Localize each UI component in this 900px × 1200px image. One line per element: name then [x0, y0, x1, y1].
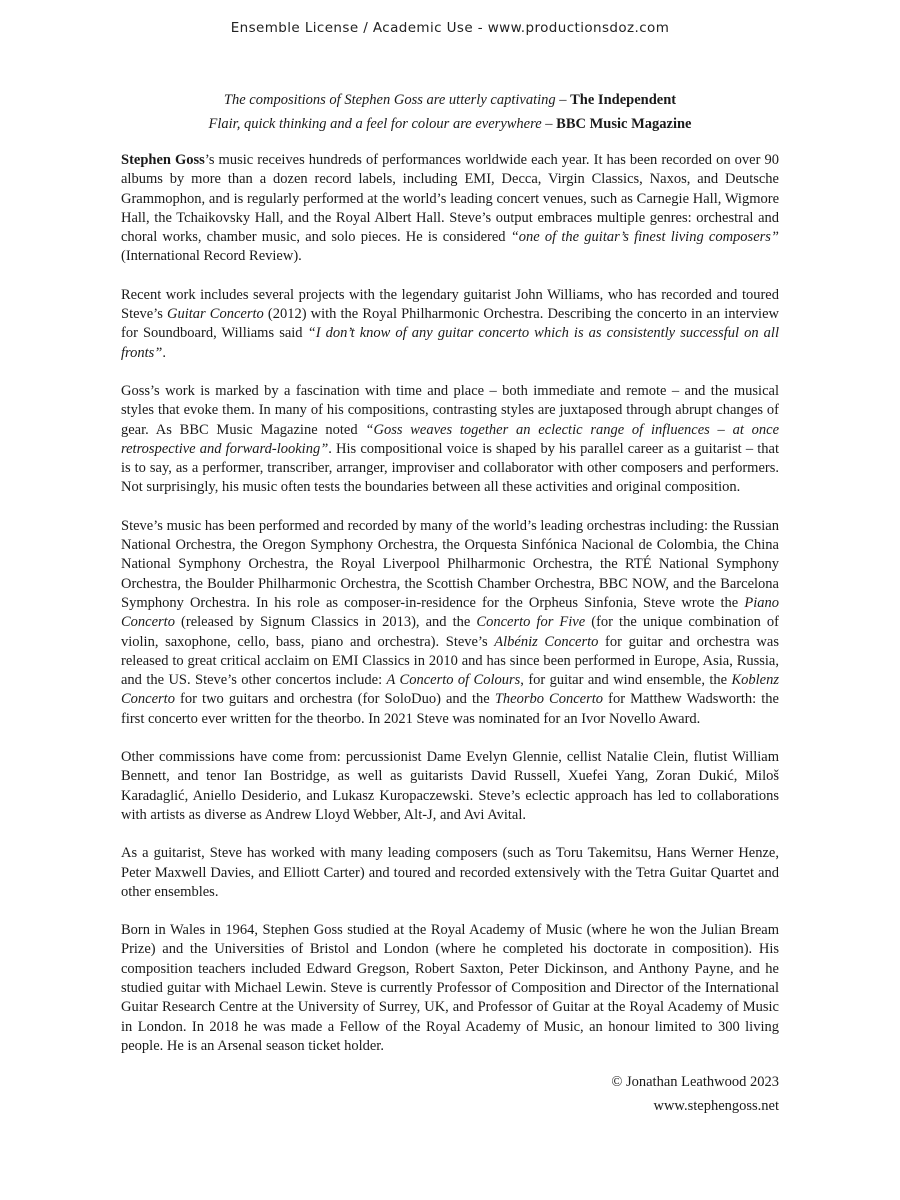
- text-run: for guitar and orchestra was released to great critical acclaim on EMI Classics in 2010 and has since been performed in Europe, Asia, Russia, and the US. Steve’s other concertos include:: [121, 633, 779, 689]
- bio-paragraph-3: [121, 382, 779, 498]
- work-title: Piano Concerto: [121, 594, 779, 631]
- work-title: Koblenz Concerto: [121, 672, 779, 708]
- bio-paragraph-4: [121, 517, 779, 729]
- bio-paragraph-6: As a guitarist, Steve has worked with many leading composers (such as Toru Takemitsu, Hans Werner Henze, Peter Maxwell Davies, and Elliott Carter) and toured and recorded extensively with the Tetra Guitar Quartet and other ensembles.: [121, 845, 779, 900]
- bio-paragraph-2: [121, 286, 779, 363]
- press-quote: Flair, quick thinking and a feel for colour are everywhere – BBC Music Magazine: [208, 116, 692, 132]
- inline-quote: “I don’t know of any guitar concerto which is as consistently successful on all fronts”: [121, 325, 779, 361]
- work-title: Guitar Concerto: [167, 306, 264, 323]
- website-link[interactable]: www.stephengoss.net: [653, 1098, 779, 1114]
- copyright-notice: © Jonathan Leathwood 2023: [611, 1074, 779, 1090]
- text-run: (2012) with the Royal Philharmonic Orchestra. Describing the concerto in an interview for Soundboard, Williams said: [121, 306, 779, 342]
- text-run: for two guitars and orchestra (for SoloDuo) and the: [174, 691, 495, 708]
- bio-paragraph-7: Born in Wales in 1964, Stephen Goss studied at the Royal Academy of Music (where he won the Julian Bream Prize) and the Universities of Bristol and London (where he completed his doctorate in composition). His composition teachers included Edward Gregson, Robert Saxton, Peter Dickinson, and Anthony Payne, and he studied guitar with Michael Lewin. Steve is currently Professor of Composition and Director of the International Guitar Research Centre at the University of Surrey, UK, and Professor of Guitar at the Royal Academy of Music in London. In 2018 he was made a Fellow of the Royal Academy of Music, an honour limited to 300 living people. He is an Arsenal season ticket holder.: [121, 922, 779, 1054]
- inline-quote: “one of the guitar’s finest living composers”: [510, 229, 779, 246]
- work-title: Theorbo Concerto: [494, 691, 604, 708]
- text-run: Recent work includes several projects with the legendary guitarist John Williams, who has recorded and toured Steve’s: [121, 286, 779, 323]
- composer-name: Stephen Goss: [121, 152, 205, 168]
- text-run: (International Record Review).: [121, 248, 302, 265]
- quote-text: Flair, quick thinking and a feel for colour are everywhere: [208, 116, 542, 132]
- quote-source: BBC Music Magazine: [556, 116, 692, 132]
- text-run: .: [162, 344, 166, 361]
- text-run: (for the unique combination of violin, saxophone, cello, bass, piano and orchestra). Steve’s: [121, 614, 779, 650]
- inline-quote: “Goss weaves together an eclectic range of influences – at once retrospective and forward-looking”: [121, 421, 780, 457]
- license-header: Ensemble License / Academic Use - www.productionsdoz.com: [230, 20, 670, 36]
- text-run: for Matthew Wadsworth: the first concerto ever written for the theorbo. In 2021 Steve was nominated for an Ivor Novello Award.: [121, 691, 779, 727]
- press-quote: The compositions of Stephen Goss are utterly captivating – The Independent: [223, 92, 677, 108]
- bio-paragraph-5: Other commissions have come from: percussionist Dame Evelyn Glennie, cellist Natalie Clein, flutist William Bennett, and tenor Ian Bostridge, as well as guitarists David Russell, Xuefei Yang, Zoran Dukić, Miloš Karadaglić, Aniello Desiderio, and Lukasz Kuropaczewski. Steve’s eclectic approach has led to collaborations with artists as diverse as Andrew Lloyd Webber, Alt-J, and Avi Avital.: [121, 749, 779, 823]
- text-run: . His compositional voice is shaped by his parallel career as a guitarist – that is to say, as a performer, transcriber, arranger, improviser and collaborator with other composers and performers. Not surprisingly, his music often tests the boundaries between all these activities and original composition.: [121, 440, 779, 496]
- quote-text: The compositions of Stephen Goss are utterly captivating: [223, 92, 556, 108]
- text-run: Steve’s music has been performed and recorded by many of the world’s leading orchestras including: the Russian National Orchestra, the Oregon Symphony Orchestra, the Orquesta Sinfónica Nacional de Colombia, the China National Symphony Orchestra, the Royal Liverpool Philharmonic Orchestra, the RTÉ National Symphony Orchestra, the Boulder Philharmonic Orchestra, the Scottish Chamber Orchestra, BBC NOW, and the Barcelona Symphony Orchestra. In his role as composer-in-residence for the Orpheus Sinfonia, Steve wrote the: [121, 517, 779, 611]
- text-run: Goss’s work is marked by a fascination with time and place – both immediate and remote – and the musical styles that evoke them. In many of his compositions, contrasting styles are juxtaposed through abrupt changes of gear. As BBC Music Magazine noted: [121, 382, 779, 438]
- quote-source: The Independent: [570, 92, 677, 108]
- work-title: A Concerto of Colours: [386, 672, 521, 689]
- text-run: (released by Signum Classics in 2013), and the: [174, 614, 477, 631]
- work-title: Albéniz Concerto: [494, 633, 599, 650]
- work-title: Concerto for Five: [476, 614, 586, 631]
- bio-paragraph-1: [121, 151, 779, 267]
- text-run: , for guitar and wind ensemble, the: [520, 672, 732, 689]
- biography: [121, 151, 779, 1056]
- press-quotes: [0, 88, 900, 136]
- text-run: ’s music receives hundreds of performances worldwide each year. It has been recorded on over 90 albums by more than a dozen record labels, including EMI, Decca, Virgin Classics, Naxos, and Deutsche Grammophon, and is regularly performed at the world’s leading concert venues, such as Carnegie Hall, Wigmore Hall, the Tchaikovsky Hall, and the Royal Albert Hall. Steve’s output embraces multiple genres: orchestral and choral works, chamber music, and solo pieces. He is considered: [121, 152, 779, 246]
- footer: [121, 1070, 779, 1118]
